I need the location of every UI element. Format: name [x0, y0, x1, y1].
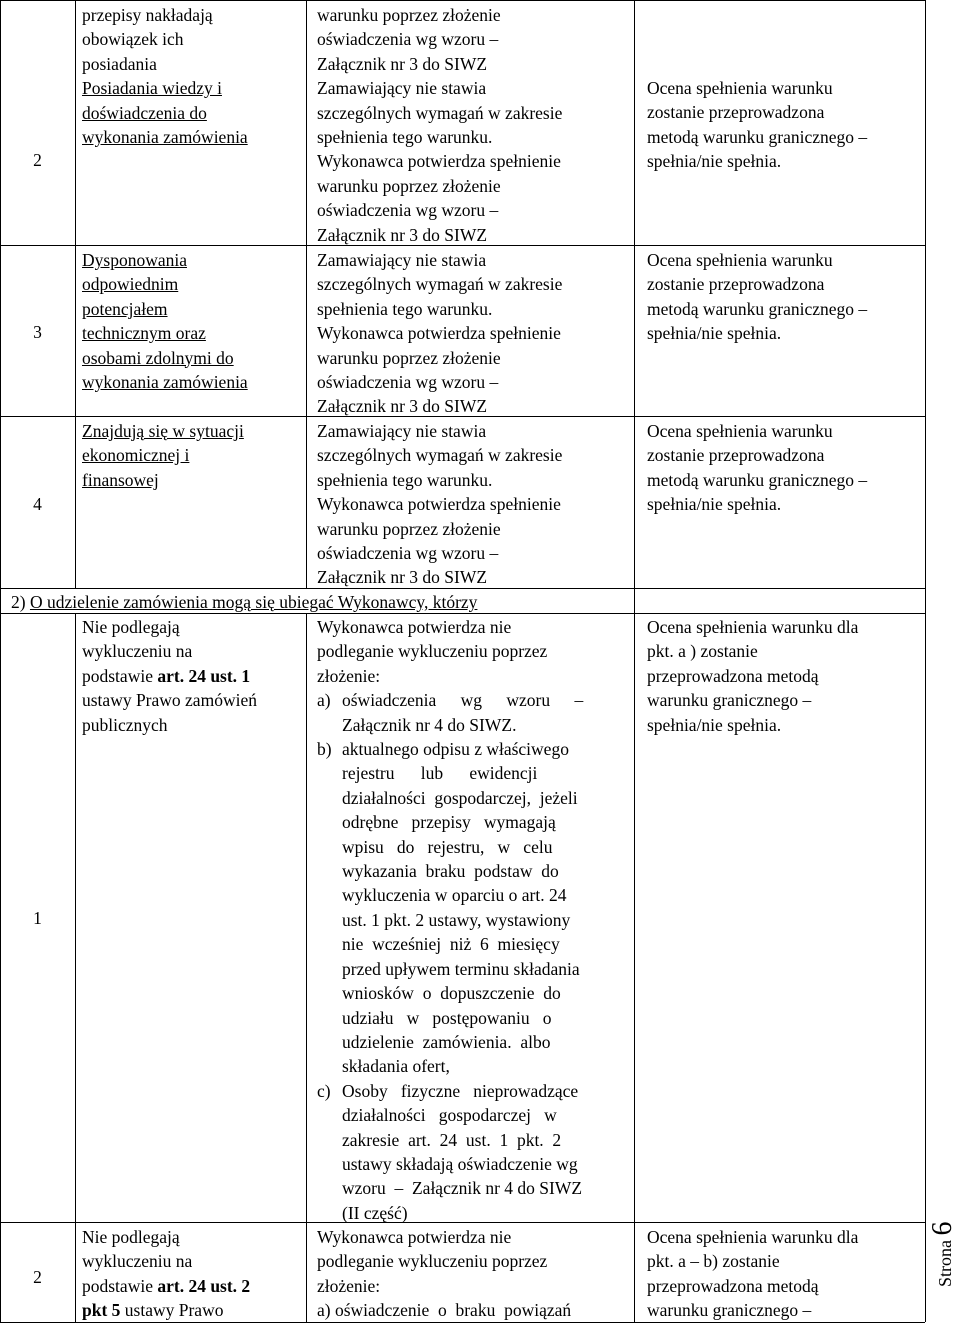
requirement-cell: [82, 419, 302, 492]
description-text: szczególnych wymagań w zakresie: [317, 274, 563, 295]
requirement-text: [82, 1298, 302, 1322]
list-item-text: wykazania braku podstaw do: [342, 861, 559, 882]
assessment-text: warunku granicznego –: [647, 1300, 812, 1321]
requirement-text: Nie podlegają: [82, 617, 180, 637]
list-item-text: przed upływem terminu składania: [342, 958, 580, 979]
assessment-text: zostanie przeprowadzona: [647, 102, 825, 123]
description-text: spełnienia tego warunku.: [317, 469, 493, 490]
requirement-text: Znajdują się w sytuacji: [82, 421, 244, 441]
list-item-text: ust. 1 pkt. 2 ustawy, wystawiony: [342, 909, 571, 930]
description-text: szczególnych wymagań w zakresie: [317, 102, 563, 123]
row-number: 3: [33, 322, 42, 342]
list-item-text: ustawy składają oświadczenie wg: [342, 1153, 578, 1174]
list-marker: a): [317, 690, 331, 711]
requirement-cell: [82, 615, 302, 737]
assessment-cell: [647, 248, 922, 346]
requirement-text: wykonania zamówienia: [82, 127, 248, 148]
description-text: złożenie:: [317, 665, 381, 686]
assessment-cell: [647, 1225, 922, 1323]
list-item-text: Załącznik nr 4 do SIWZ.: [342, 714, 517, 735]
assessment-text: pkt. a ) zostanie: [647, 641, 758, 662]
description-cell: [317, 419, 627, 590]
column-divider: [634, 0, 635, 1322]
list-marker: c): [317, 1080, 331, 1101]
evidence-list: [317, 688, 627, 1225]
assessment-cell: [647, 419, 922, 517]
page-number-footer: [927, 1221, 958, 1288]
description-text: Załącznik nr 3 do SIWZ: [317, 224, 488, 245]
list-item: [317, 688, 627, 737]
assessment-text: pkt. a – b) zostanie: [647, 1251, 780, 1272]
description-text: oświadczenia wg wzoru –: [317, 29, 499, 50]
requirement-text-part: podstawie: [82, 1275, 158, 1296]
list-item-text: udzielenie zamówienia. albo: [342, 1031, 551, 1052]
requirement-text: ustawy Prawo zamówień: [82, 690, 257, 711]
description-text: spełnienia tego warunku.: [317, 298, 493, 319]
assessment-text: zostanie przeprowadzona: [647, 445, 825, 466]
legal-reference: pkt 5: [82, 1300, 121, 1321]
assessment-text: spełnia/nie spełnia.: [647, 151, 782, 172]
assessment-text: spełnia/nie spełnia.: [647, 494, 782, 515]
row-number: 4: [33, 494, 42, 514]
requirement-text-part: ustawy Prawo: [120, 1300, 224, 1321]
assessment-text: Ocena spełnienia warunku: [647, 421, 833, 441]
assessment-text: Ocena spełnienia warunku dla: [647, 1227, 859, 1247]
list-item-text: odrębne przepisy wymagają: [342, 812, 556, 833]
description-text: Wykonawca potwierdza nie: [317, 617, 512, 637]
page-label: Strona: [935, 1235, 955, 1287]
table-left-border: [0, 0, 1, 1322]
description-text: warunku poprzez złożenie: [317, 175, 501, 196]
list-item-text: rejestru lub ewidencji: [342, 763, 538, 784]
assessment-text: spełnia/nie spełnia.: [647, 714, 782, 735]
column-divider: [75, 0, 76, 588]
list-item-text: wzoru – Załącznik nr 4 do SIWZ: [342, 1178, 583, 1199]
description-text: podleganie wykluczeniu poprzez: [317, 1251, 548, 1272]
description-text: warunku poprzez złożenie: [317, 347, 501, 368]
requirement-text: obowiązek ich: [82, 29, 184, 50]
column-divider: [306, 613, 307, 1322]
description-text: warunku poprzez złożenie: [317, 5, 501, 25]
list-item-text: wniosków o dopuszczenie do: [342, 983, 561, 1004]
assessment-text: Ocena spełnienia warunku: [647, 78, 833, 98]
assessment-text: metodą warunku granicznego –: [647, 298, 868, 319]
requirement-text: doświadczenia do: [82, 102, 207, 123]
requirement-text: [82, 664, 302, 688]
description-text: Wykonawca potwierdza spełnienie: [317, 494, 561, 515]
description-text: Wykonawca potwierdza nie: [317, 1227, 512, 1247]
row-number: 2: [33, 1267, 42, 1287]
description-text: spełnienia tego warunku.: [317, 127, 493, 148]
requirement-cell: [82, 3, 302, 149]
list-item-text: Osoby fizyczne nieprowadzące: [342, 1080, 579, 1101]
assessment-cell: [647, 76, 922, 174]
description-text: Załącznik nr 3 do SIWZ: [317, 567, 488, 588]
assessment-text: spełnia/nie spełnia.: [647, 323, 782, 344]
table-right-border: [925, 0, 926, 1322]
description-text: podleganie wykluczeniu poprzez: [317, 641, 548, 662]
requirement-cell: [82, 1225, 302, 1323]
description-text: Załącznik nr 3 do SIWZ: [317, 53, 488, 74]
description-text: złożenie:: [317, 1275, 381, 1296]
legal-reference: art. 24 ust. 2: [157, 1275, 251, 1296]
requirement-text: wykluczeniu na: [82, 1251, 193, 1272]
requirement-text: odpowiednim: [82, 274, 179, 295]
assessment-text: Ocena spełnienia warunku: [647, 250, 833, 270]
page-number: 6: [927, 1221, 958, 1236]
description-text: Załącznik nr 3 do SIWZ: [317, 396, 488, 417]
list-item-text: udziału w postępowaniu o: [342, 1007, 552, 1028]
description-text: Wykonawca potwierdza spełnienie: [317, 151, 561, 172]
requirement-text: potencjałem: [82, 298, 168, 319]
legal-reference: art. 24 ust. 1: [157, 665, 251, 686]
requirement-text-part: podstawie: [82, 665, 158, 686]
assessment-text: przeprowadzona metodą: [647, 1275, 819, 1296]
description-text: szczególnych wymagań w zakresie: [317, 445, 563, 466]
description-text: oświadczenia wg wzoru –: [317, 372, 499, 393]
requirement-text: przepisy nakładają: [82, 5, 213, 25]
requirement-text: technicznym oraz: [82, 323, 206, 344]
requirement-text: Nie podlegają: [82, 1227, 180, 1247]
column-divider: [306, 0, 307, 588]
section-marker: 2): [11, 592, 26, 612]
requirement-text: publicznych: [82, 714, 168, 735]
description-text: oświadczenia wg wzoru –: [317, 543, 499, 564]
description-text: oświadczenia wg wzoru –: [317, 200, 499, 221]
requirement-text: osobami zdolnymi do: [82, 347, 234, 368]
description-text: warunku poprzez złożenie: [317, 518, 501, 539]
assessment-text: Ocena spełnienia warunku dla: [647, 617, 859, 637]
requirement-text: wykluczeniu na: [82, 641, 193, 662]
assessment-text: metodą warunku granicznego –: [647, 126, 868, 147]
list-item-text: działalności gospodarczej w: [342, 1105, 557, 1126]
description-cell: [317, 248, 627, 419]
description-cell: [317, 615, 627, 1225]
list-item: [317, 737, 627, 1079]
requirement-text: wykonania zamówienia: [82, 372, 248, 393]
requirement-text: [82, 1274, 302, 1298]
requirement-cell: [82, 248, 302, 394]
table-top-border: [0, 0, 925, 1]
list-item-text: nie wcześniej niż 6 miesięcy: [342, 934, 560, 955]
list-item-text: wykluczenia w oparciu o art. 24: [342, 885, 567, 906]
assessment-text: warunku granicznego –: [647, 690, 812, 711]
section-heading: [11, 590, 477, 614]
list-item-text: oświadczenia wg wzoru –: [342, 690, 584, 711]
description-text: a) oświadczenie o braku powiązań: [317, 1300, 572, 1321]
description-cell: [317, 3, 627, 247]
list-marker: b): [317, 739, 332, 760]
list-item-text: wpisu do rejestru, w celu: [342, 836, 553, 857]
list-item-text: działalności gospodarczej, jeżeli: [342, 787, 578, 808]
list-item: [317, 1079, 627, 1225]
section-heading-text: O udzielenie zamówienia mogą się ubiegać Wykonawcy, którzy: [29, 592, 478, 612]
assessment-text: metodą warunku granicznego –: [647, 469, 868, 490]
assessment-cell: [647, 615, 922, 737]
assessment-text: zostanie przeprowadzona: [647, 274, 825, 295]
row-number: 2: [33, 150, 42, 170]
list-item-text: aktualnego odpisu z właściwego: [342, 739, 569, 760]
description-text: Zamawiający nie stawia: [317, 78, 487, 99]
requirement-text: posiadania: [82, 53, 157, 74]
description-text: Zamawiający nie stawia: [317, 421, 487, 441]
description-cell: [317, 1225, 627, 1323]
assessment-text: przeprowadzona metodą: [647, 665, 819, 686]
description-text: Zamawiający nie stawia: [317, 250, 487, 270]
list-item-text: zakresie art. 24 ust. 1 pkt. 2: [342, 1129, 562, 1150]
requirement-text: finansowej: [82, 469, 159, 490]
description-text: Wykonawca potwierdza spełnienie: [317, 323, 561, 344]
row-number: 1: [33, 908, 42, 928]
list-item-text: składania ofert,: [342, 1056, 450, 1077]
list-item-text: (II część): [342, 1202, 408, 1223]
requirement-text: Posiadania wiedzy i: [82, 78, 222, 99]
column-divider: [75, 613, 76, 1322]
requirement-text: Dysponowania: [82, 250, 187, 270]
requirement-text: ekonomicznej i: [82, 445, 190, 466]
